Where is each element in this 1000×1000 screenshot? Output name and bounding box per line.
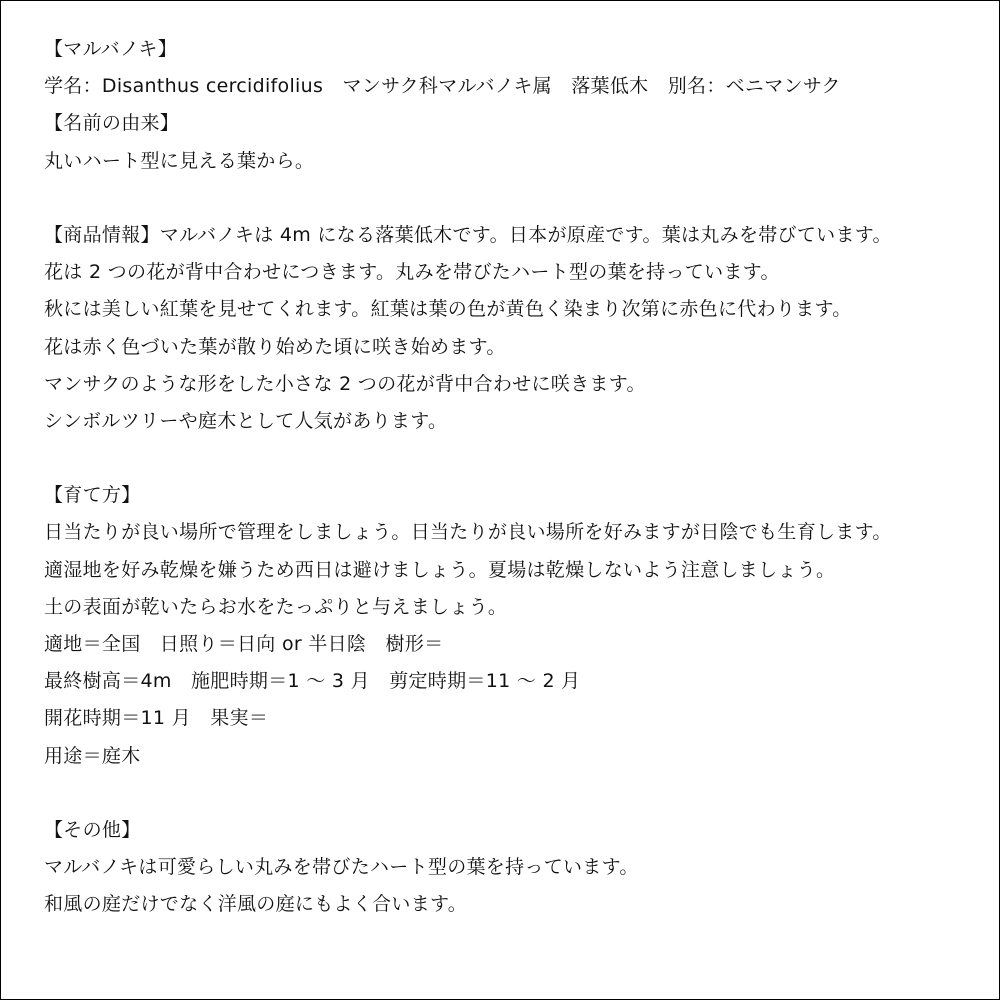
- name-origin-text: 丸いハート型に見える葉から。: [44, 149, 315, 172]
- product-info-line-6: シンボルツリーや庭木として人気があります。: [44, 409, 448, 432]
- care-line-1: 日当たりが良い場所で管理をしましょう。日当たりが良い場所を好みますが日陰でも生育します。: [44, 521, 892, 544]
- product-info-line-4: 花は赤く色づいた葉が散り始めた頃に咲き始めます。: [44, 335, 506, 358]
- care-spec-line-1: 適地＝全国 日照り＝日向 or 半日陰 樹形＝: [44, 633, 444, 655]
- care-spec-line-3: 開花時期＝11 月 果実＝: [44, 707, 269, 730]
- spacer: [44, 775, 994, 812]
- care-line-2: 適湿地を好み乾燥を嫌うため西日は避けましょう。夏場は乾燥しないよう注意しましょう。: [44, 558, 836, 581]
- other-line-2: 和風の庭だけでなく洋風の庭にもよく合います。: [44, 893, 468, 916]
- product-info-line-5: マンサクのような形をした小さな 2 つの花が背中合わせに咲きます。: [44, 372, 646, 395]
- product-info-line-3: 秋には美しい紅葉を見せてくれます。紅葉は葉の色が黄色く染まり次第に赤色に代わります。: [44, 298, 852, 321]
- scientific-name-line: 学名：Disanthus cercidifolius マンサク科マルバノキ属 落葉低木 別名：ベニマンサク: [44, 75, 841, 98]
- spacer: [44, 440, 994, 477]
- heading-other: 【その他】: [44, 818, 141, 841]
- document-body: [44, 31, 994, 924]
- heading-marubanoki: 【マルバノキ】: [44, 38, 178, 60]
- care-line-3: 土の表面が乾いたらお水をたっぷりと与えましょう。: [44, 595, 508, 618]
- heading-name-origin: 【名前の由来】: [44, 112, 180, 135]
- other-line-1: マルバノキは可愛らしい丸みを帯びたハート型の葉を持っています。: [44, 856, 639, 879]
- heading-care: 【育て方】: [44, 484, 141, 507]
- product-info-line-1: 【商品情報】マルバノキは 4m になる落葉低木です。日本が原産です。葉は丸みを帯びています。: [44, 223, 892, 246]
- spacer: [44, 180, 994, 217]
- care-spec-line-2: 最終樹高＝4m 施肥時期＝1 ～ 3 月 剪定時期＝11 ～ 2 月: [44, 670, 581, 693]
- product-info-line-2: 花は 2 つの花が背中合わせにつきます。丸みを帯びたハート型の葉を持っています。: [44, 261, 780, 284]
- care-spec-line-4: 用途＝庭木: [44, 744, 141, 767]
